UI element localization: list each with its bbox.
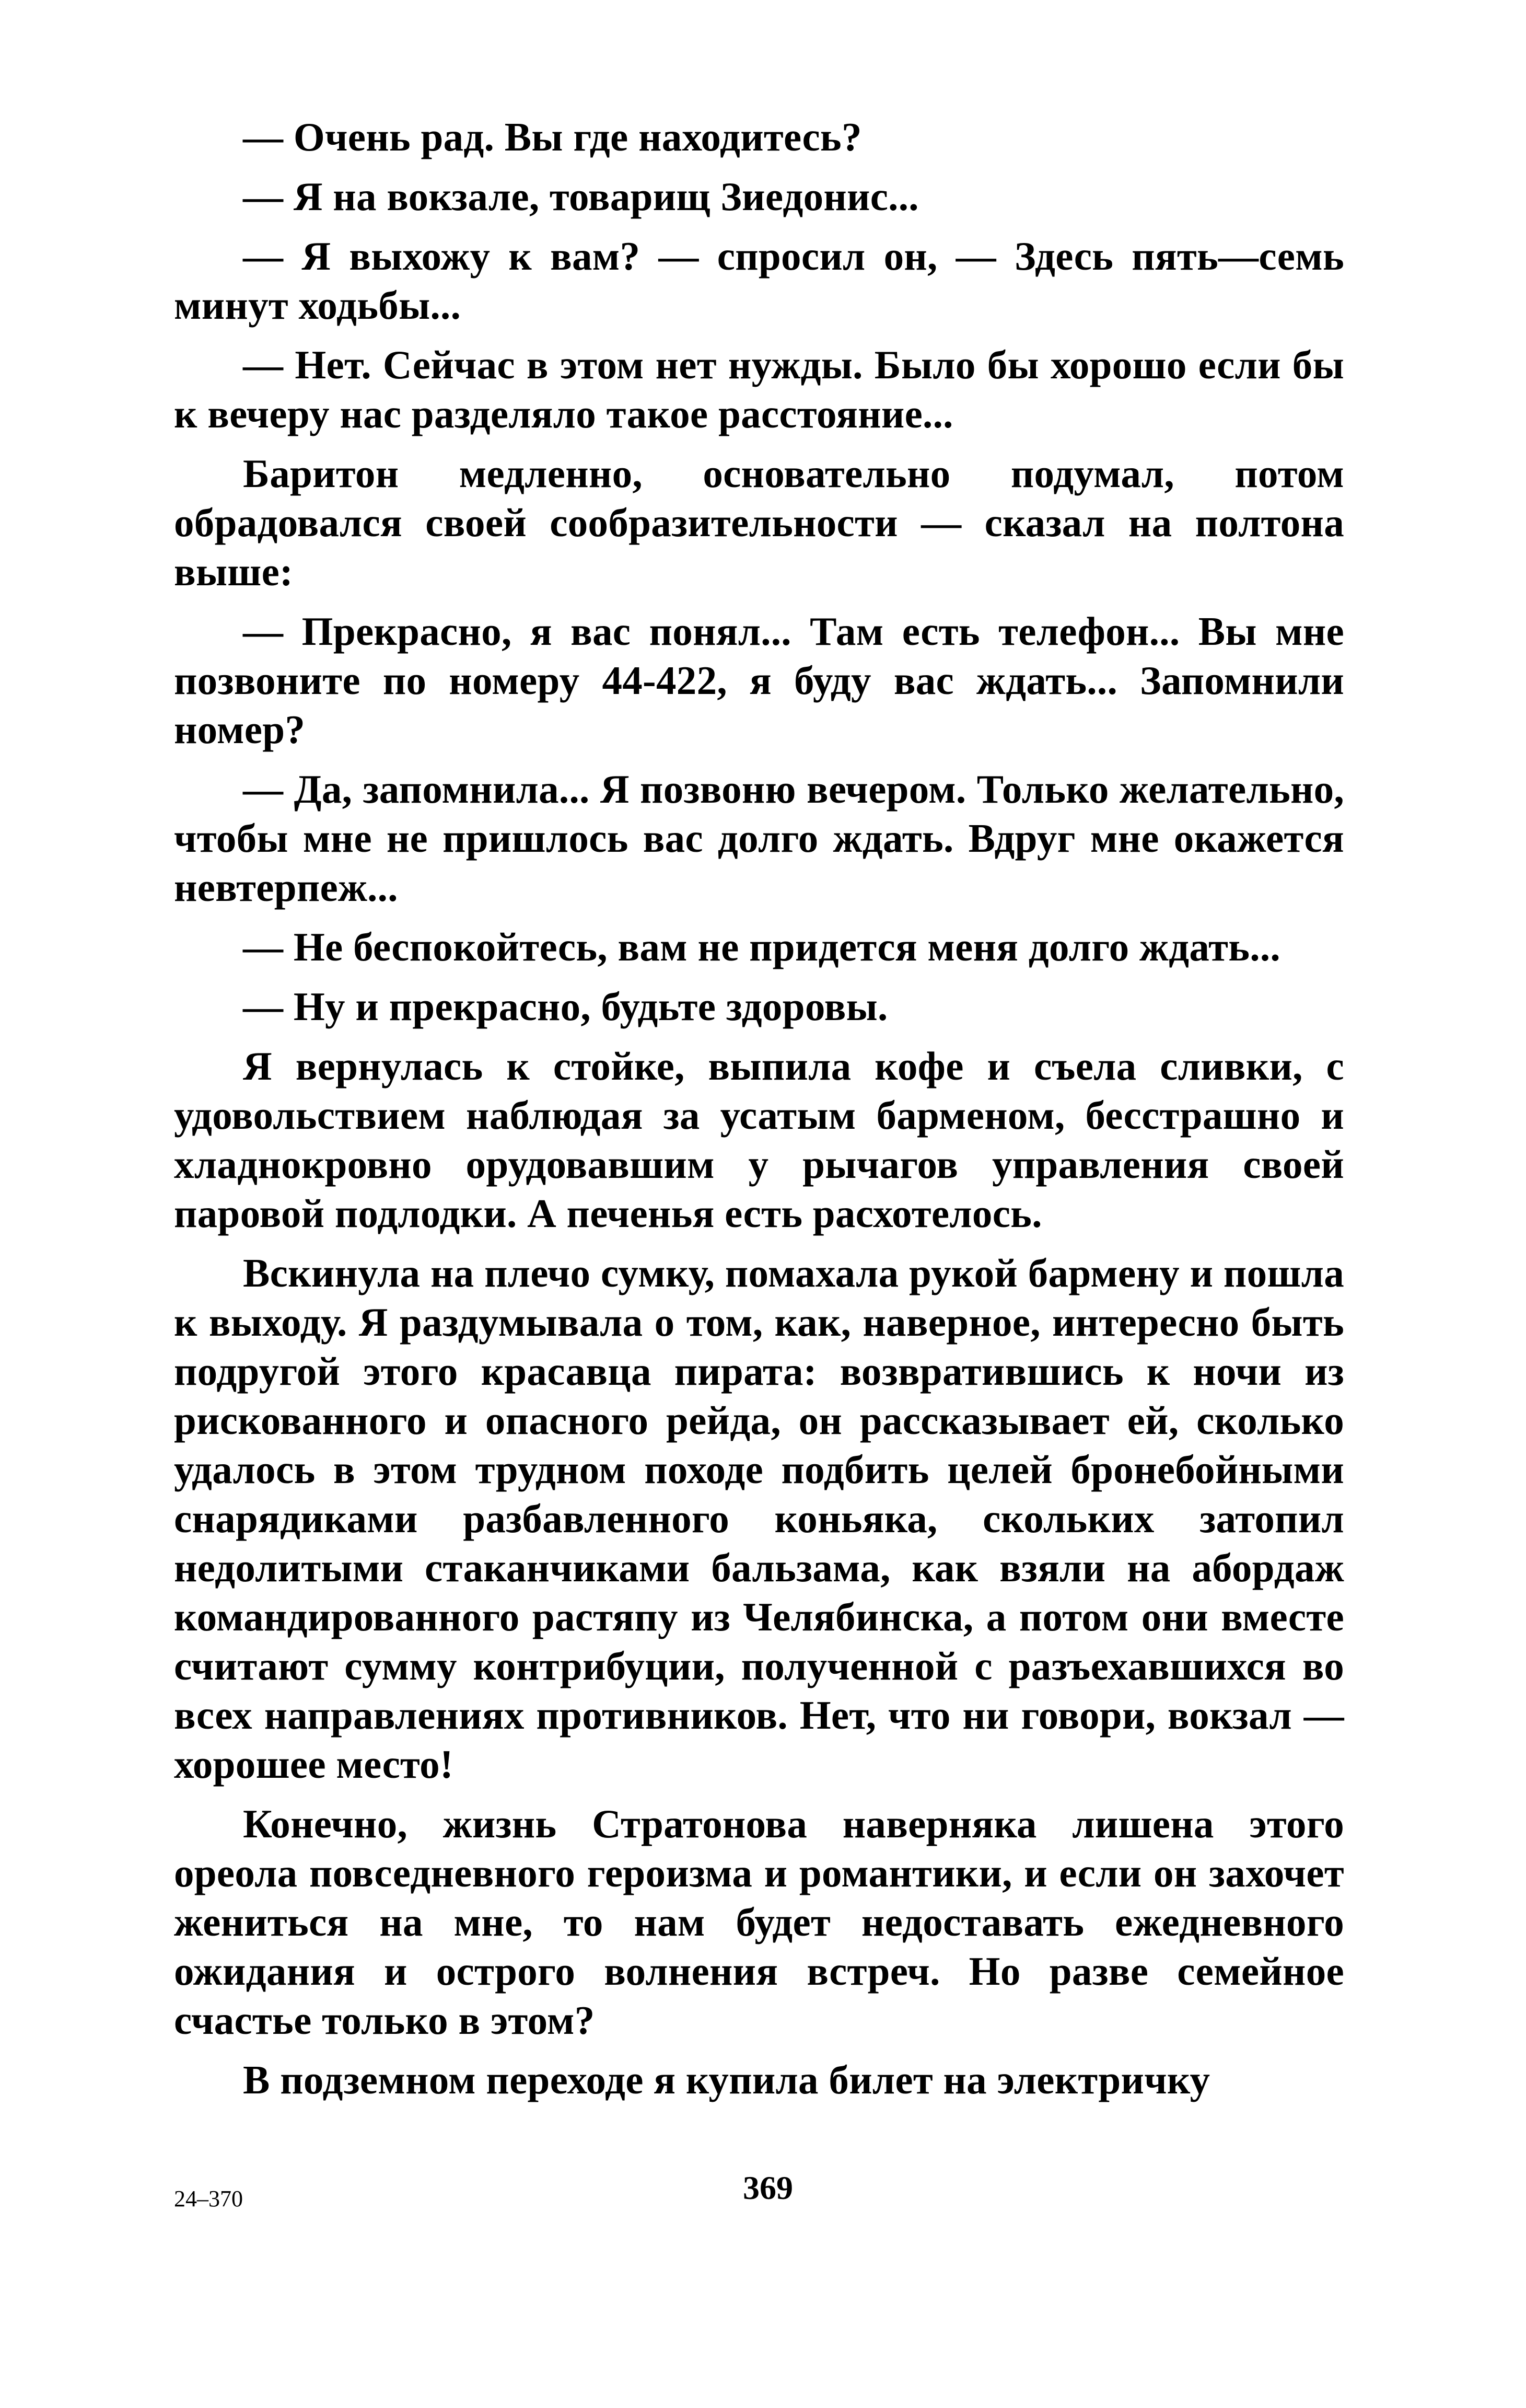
paragraph: Баритон медленно, основательно подумал, потом обрадовался своей сообразительности — сказал на полтона выше: [174, 451, 1344, 594]
paragraph: Вскинула на плечо сумку, помахала рукой бармену и пошла к выходу. Я раздумывала о том, как, наверное, интересно быть подругой этого красавца пирата: возвратившись к ночи из рискованного и опасного рейда, он рассказывает ей, сколько удалось в этом трудном походе подбить целей бронебойными снарядиками разбавленного коньяка, скольких затопил недолитыми стаканчиками бальзама, как взяли на абордаж командированного растяпу из Челябинска, а потом они вместе считают сумму контрибуции, полученной с разъехавшихся во всех направлениях противников. Нет, что ни говори, вокзал — хорошее место! [174, 1251, 1344, 1787]
paragraph: — Я выхожу к вам? — спросил он, — Здесь пять—семь минут ходьбы... [174, 234, 1344, 328]
paragraph: — Не беспокойтесь, вам не придется меня долго ждать... [243, 924, 1280, 969]
body-text [174, 112, 1344, 2115]
paragraph: — Я на вокзале, товарищ Зиедонис... [243, 174, 919, 219]
printer-signature-mark: 24–370 [174, 2186, 243, 2212]
paragraph: — Нет. Сейчас в этом нет нужды. Было бы хорошо если бы к вечеру нас разделяло такое расстояние... [174, 342, 1344, 436]
paragraph: — Да, запомнила... Я позвоню вечером. Только желательно, чтобы мне не пришлось вас долго ждать. Вдруг мне окажется невтерпеж... [174, 767, 1344, 910]
paragraph: Я вернулась к стойке, выпила кофе и съела сливки, с удовольствием наблюдая за усатым барменом, бесстрашно и хладнокровно орудовавшим у рычагов управления своей паровой подлодки. А печенья есть расхотелось. [174, 1044, 1344, 1236]
paragraph: Конечно, жизнь Стратонова наверняка лишена этого ореола повседневного героизма и романтики, и если он захочет жениться на мне, то нам будет недоставать ежедневного ожидания и острого волнения встреч. Но разве семейное счастье только в этом? [174, 1801, 1344, 2043]
paragraph: — Ну и прекрасно, будьте здоровы. [243, 984, 888, 1029]
paragraph: В подземном переходе я купила билет на электричку [243, 2057, 1210, 2102]
page-number: 369 [743, 2169, 793, 2206]
paragraph: — Очень рад. Вы где находитесь? [243, 114, 862, 159]
paragraph: — Прекрасно, я вас понял... Там есть телефон... Вы мне позвоните по номеру 44-422, я буду вас ждать... Запомнили номер? [174, 609, 1344, 752]
